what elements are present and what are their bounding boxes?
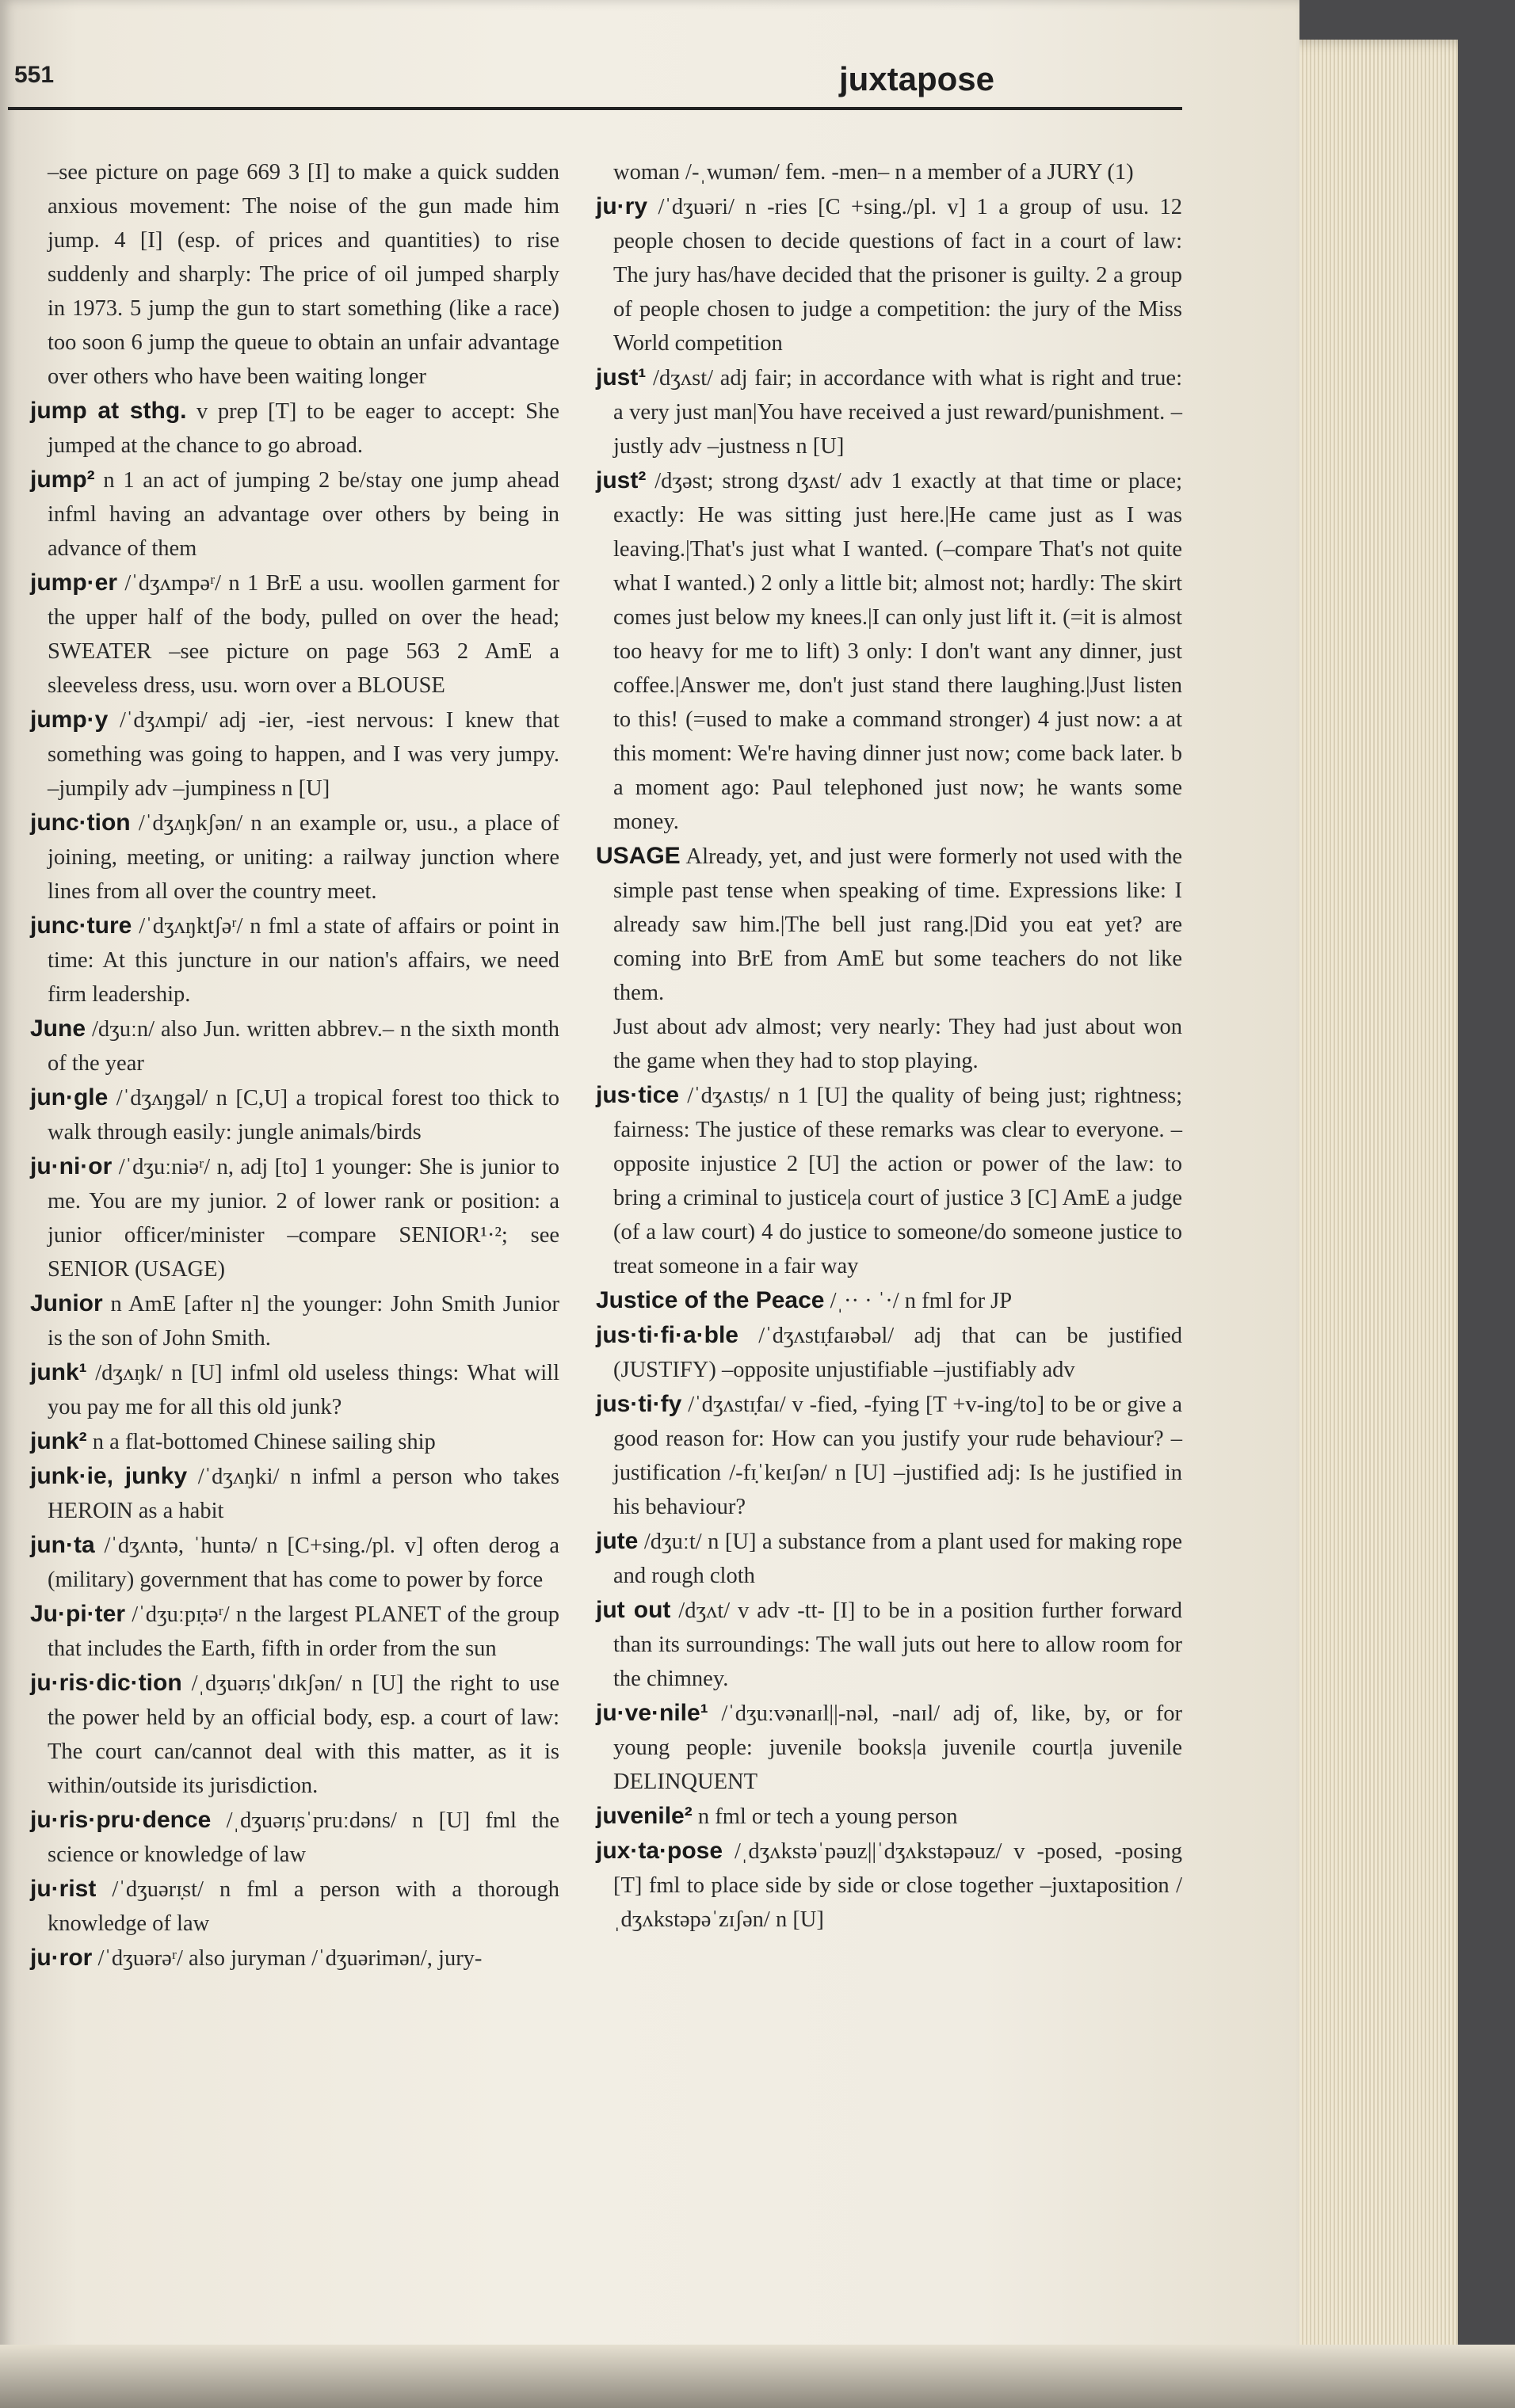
entry-headword: jus·ti·fy	[596, 1391, 682, 1417]
dictionary-entry	[30, 1424, 559, 1459]
entry-definition: /ˈdʒʌstɪ̣s/ n 1 [U] the quality of being just; rightness; fairness: The justice of these remarks was clear to everyone. –opposite injustice 2 [U] the action or power of the law: to bring a criminal to justice|a court of justice 3 [C] AmE a judge (of a law court) 4 do justice to someone/do someone justice to treat someone in a fair way	[613, 1084, 1183, 1278]
entry-definition: /ˈdʒuərɪ̣st/ n fml a person with a thorough knowledge of law	[48, 1877, 560, 1936]
entry-headword: jun·ta	[30, 1532, 95, 1558]
entry-definition: n a flat-bottomed Chinese sailing ship	[92, 1430, 436, 1454]
entry-headword: jun·gle	[30, 1084, 109, 1111]
entry-headword: June	[30, 1015, 86, 1042]
entry-definition: n 1 an act of jumping 2 be/stay one jump ahead infml having an advantage over others by being in advance of them	[48, 468, 560, 561]
entry-headword: USAGE	[596, 843, 681, 869]
entry-definition: woman /-ˌwumən/ fem. -men– n a member of a JURY (1)	[613, 160, 1134, 185]
dictionary-entry	[596, 189, 1182, 360]
entry-headword: ju·ry	[596, 193, 648, 219]
entry-headword: ju·ror	[30, 1945, 93, 1971]
entry-definition: /ˈdʒʌmpəʳ/ n 1 BrE a usu. woollen garment for the upper half of the body, pulled on over the head; SWEATER –see picture on page 563 2 AmE a sleeveless dress, usu. worn over a BLOUSE	[48, 571, 559, 698]
dictionary-entry	[596, 839, 1182, 1010]
entry-definition: /ˈdʒʌŋgəl/ n [C,U] a tropical forest too thick to walk through easily: jungle animals/birds	[48, 1086, 560, 1145]
dictionary-entry	[30, 1528, 559, 1597]
dictionary-entry	[596, 1078, 1182, 1283]
dictionary-entry	[596, 1696, 1182, 1799]
entry-definition: /ˈdʒʌstɪ̣faɪəbəl/ adj that can be justified (JUSTIFY) –opposite unjustifiable –justifiably adv	[613, 1324, 1182, 1382]
entry-headword: ju·ris·pru·dence	[30, 1807, 212, 1833]
dictionary-entry	[596, 1834, 1182, 1937]
entry-headword: jump·er	[30, 570, 118, 596]
entry-definition: /dʒuːn/ also Jun. written abbrev.– n the sixth month of the year	[48, 1017, 560, 1076]
entry-definition: /ˈdʒuərəʳ/ also juryman /ˈdʒuərimən/, jury-	[97, 1946, 483, 1971]
entry-definition: /ˌdʒuərɪ̣sˈdɪkʃən/ n [U] the right to use the power held by an official body, esp. a court of law: The court can/cannot deal with this matter, as it is within/outside its jurisdiction.	[48, 1671, 560, 1798]
entry-definition: /ˈdʒuəri/ n -ries [C +sing./pl. v] 1 a group of usu. 12 people chosen to decide questions of fact in a court of law: The jury has/have decided that the prisoner is guilty. 2 a group of people chosen to judge a competition: the jury of the Miss World competition	[613, 195, 1182, 356]
entry-definition: /dʒuːt/ n [U] a substance from a plant used for making rope and rough cloth	[613, 1530, 1183, 1588]
entry-definition: /ˈdʒʌntə, ˈhuntə/ n [C+sing./pl. v] often derog a (military) government that has come to power by force	[48, 1534, 559, 1592]
entry-headword: jux·ta·pose	[596, 1838, 723, 1864]
entry-headword: juvenile²	[596, 1803, 693, 1829]
dictionary-entry	[30, 1941, 559, 1976]
dictionary-entry	[596, 360, 1182, 463]
dictionary-entry	[596, 1283, 1182, 1318]
entry-headword: Ju·pi·ter	[30, 1601, 125, 1627]
entry-headword: ju·ris·dic·tion	[30, 1670, 182, 1696]
page-bottom-shadow	[0, 2345, 1515, 2408]
entry-headword: ju·rist	[30, 1876, 97, 1902]
entry-definition: /ˈdʒʌmpi/ adj -ier, -iest nervous: I knew that something was going to happen, and I was very jumpy. –jumpily adv –jumpiness n [U]	[48, 708, 560, 801]
dictionary-entry	[596, 1799, 1182, 1834]
entry-definition: /ˈdʒʌŋktʃəʳ/ n fml a state of affairs or point in time: At this juncture in our nation's affairs, we need firm leadership.	[48, 914, 559, 1007]
entry-headword: ju·ve·nile¹	[596, 1700, 708, 1726]
page-number: 551	[14, 62, 55, 88]
dictionary-entry	[596, 1010, 1182, 1078]
entry-definition: v prep [T] to be eager to accept: She jumped at the chance to go abroad.	[48, 399, 559, 458]
entry-definition: /dʒəst; strong dʒʌst/ adv 1 exactly at that time or place; exactly: He was sitting just here.|He came just as I was leaving.|That's just what I wanted. (–compare That's not quite what I wanted.) 2 only a little bit; almost not; hardly: The skirt comes just below my knees.|I can only just lift it. (=it is almost too heavy for me to lift) 3 only: I don't want any dinner, just coffee.|Answer me, don't just stand there laughing.|Just listen to this! (=used to make a command stronger) 4 just now: a at this moment: We're having dinner just now; come back later. b a moment ago: Paul telephoned just now; he wants some money.	[613, 469, 1182, 834]
entry-definition: Just about adv almost; very nearly: They had just about won the game when they had to stop playing.	[613, 1015, 1182, 1073]
entry-headword: junk²	[30, 1428, 87, 1454]
dictionary-entry	[30, 1803, 559, 1872]
entry-headword: Justice of the Peace	[596, 1287, 825, 1313]
entry-definition: /ˌdʒʌkstəˈpəuz||ˈdʒʌkstəpəuz/ v -posed, -posing [T] fml to place side by side or close together –juxtaposition /ˌdʒʌkstəpəˈzɪʃən/ n [U]	[613, 1839, 1182, 1932]
entry-headword: just¹	[596, 364, 647, 391]
entry-headword: junk·ie, junky	[30, 1463, 188, 1489]
entry-headword: junc·tion	[30, 810, 131, 836]
header-rule	[8, 107, 1182, 110]
dictionary-entry	[30, 1080, 559, 1149]
dictionary-entry	[596, 1593, 1182, 1696]
entry-headword: jus·ti·fi·a·ble	[596, 1322, 738, 1348]
dictionary-entry	[30, 909, 559, 1012]
entry-definition: /ˈdʒʌstɪ̣faɪ/ v -fied, -fying [T +v-ing/to] to be or give a good reason for: How can you justify your rude behaviour? –justification /-fɪ̣ˈkeɪʃən/ n [U] –justified adj: Is he justified in his behaviour?	[613, 1393, 1183, 1519]
entry-headword: jump at sthg.	[30, 398, 187, 424]
dictionary-entry	[30, 394, 559, 463]
entry-definition: /ˈdʒuːvənaɪl||-nəl, -naɪl/ adj of, like, by, or for young people: juvenile books|a juvenile court|a juvenile DELINQUENT	[613, 1701, 1182, 1794]
entry-definition: /dʒʌst/ adj fair; in accordance with what is right and true: a very just man|You have received a just reward/punishment. –justly adv –justness n [U]	[613, 366, 1183, 459]
dictionary-entry	[30, 155, 559, 394]
dictionary-entry	[30, 566, 559, 703]
entry-headword: just²	[596, 467, 647, 493]
entry-headword: junk¹	[30, 1359, 87, 1385]
entry-headword: jut out	[596, 1597, 671, 1623]
entry-definition: n AmE [after n] the younger: John Smith Junior is the son of John Smith.	[48, 1292, 559, 1351]
entry-definition: /ˌ·· · ˈ·/ n fml for JP	[830, 1289, 1013, 1313]
entry-definition: /ˈdʒʌŋkʃən/ n an example or, usu., a place of joining, meeting, or uniting: a railway junction where lines from all over the country meet.	[48, 811, 559, 904]
left-column	[30, 155, 559, 1976]
dictionary-entry	[596, 463, 1182, 839]
dictionary-entry	[30, 1459, 559, 1528]
dictionary-entry	[30, 1355, 559, 1424]
entry-headword: Junior	[30, 1290, 103, 1316]
entry-definition: /dʒʌt/ v adv -tt- [I] to be in a position further forward than its surroundings: The wall juts out here to allow room for the chimney.	[613, 1598, 1183, 1691]
dictionary-entry	[30, 1286, 559, 1355]
entry-headword: jute	[596, 1528, 639, 1554]
dictionary-entry	[30, 1666, 559, 1803]
dictionary-entry	[30, 1012, 559, 1080]
entry-headword: jump·y	[30, 707, 109, 733]
entry-definition: /ˈdʒʌŋki/ n infml a person who takes HEROIN as a habit	[48, 1465, 560, 1523]
entry-definition: –see picture on page 669 3 [I] to make a quick sudden anxious movement: The noise of the gun made him jump. 4 [I] (esp. of prices and quantities) to rise suddenly and sharply: The price of oil jumped sharply in 1973. 5 jump the gun to start something (like a race) too soon 6 jump the queue to obtain an unfair advantage over others who have been waiting longer	[48, 160, 559, 389]
dictionary-entry	[30, 703, 559, 806]
dictionary-entry	[596, 1524, 1182, 1593]
entry-definition: /ˌdʒuərɪ̣sˈpruːdəns/ n [U] fml the science or knowledge of law	[48, 1808, 559, 1867]
right-column	[596, 155, 1182, 1937]
dictionary-entry	[30, 1597, 559, 1666]
entry-headword: jump²	[30, 467, 95, 493]
running-head: juxtapose	[838, 60, 994, 97]
entry-headword: ju·ni·or	[30, 1153, 113, 1179]
dictionary-entry	[30, 463, 559, 566]
dictionary-entry	[30, 1872, 559, 1941]
dictionary-entry	[30, 1149, 559, 1286]
entry-headword: junc·ture	[30, 913, 132, 939]
entry-definition: /ˈdʒuːniəʳ/ n, adj [to] 1 younger: She is junior to me. You are my junior. 2 of lower rank or position: a junior officer/minister –compare SENIOR¹·²; see SENIOR (USAGE)	[48, 1155, 559, 1282]
entry-definition: /dʒʌŋk/ n [U] infml old useless things: What will you pay me for all this old junk?	[48, 1361, 560, 1419]
entry-definition: Already, yet, and just were formerly not used with the simple past tense when speaking of time. Expressions like: I already saw him.|The bell just rang.|Did you eat yet? are coming into BrE from AmE but some teachers do not like them.	[613, 844, 1182, 1005]
dictionary-entry	[596, 155, 1182, 189]
entry-definition: /ˈdʒuːpɪ̣təʳ/ n the largest PLANET of the group that includes the Earth, fifth in order from the sun	[48, 1602, 559, 1661]
dictionary-entry	[30, 806, 559, 909]
entry-definition: n fml or tech a young person	[697, 1804, 958, 1829]
dictionary-entry	[596, 1318, 1182, 1387]
dictionary-entry	[596, 1387, 1182, 1524]
entry-headword: jus·tice	[596, 1082, 680, 1108]
